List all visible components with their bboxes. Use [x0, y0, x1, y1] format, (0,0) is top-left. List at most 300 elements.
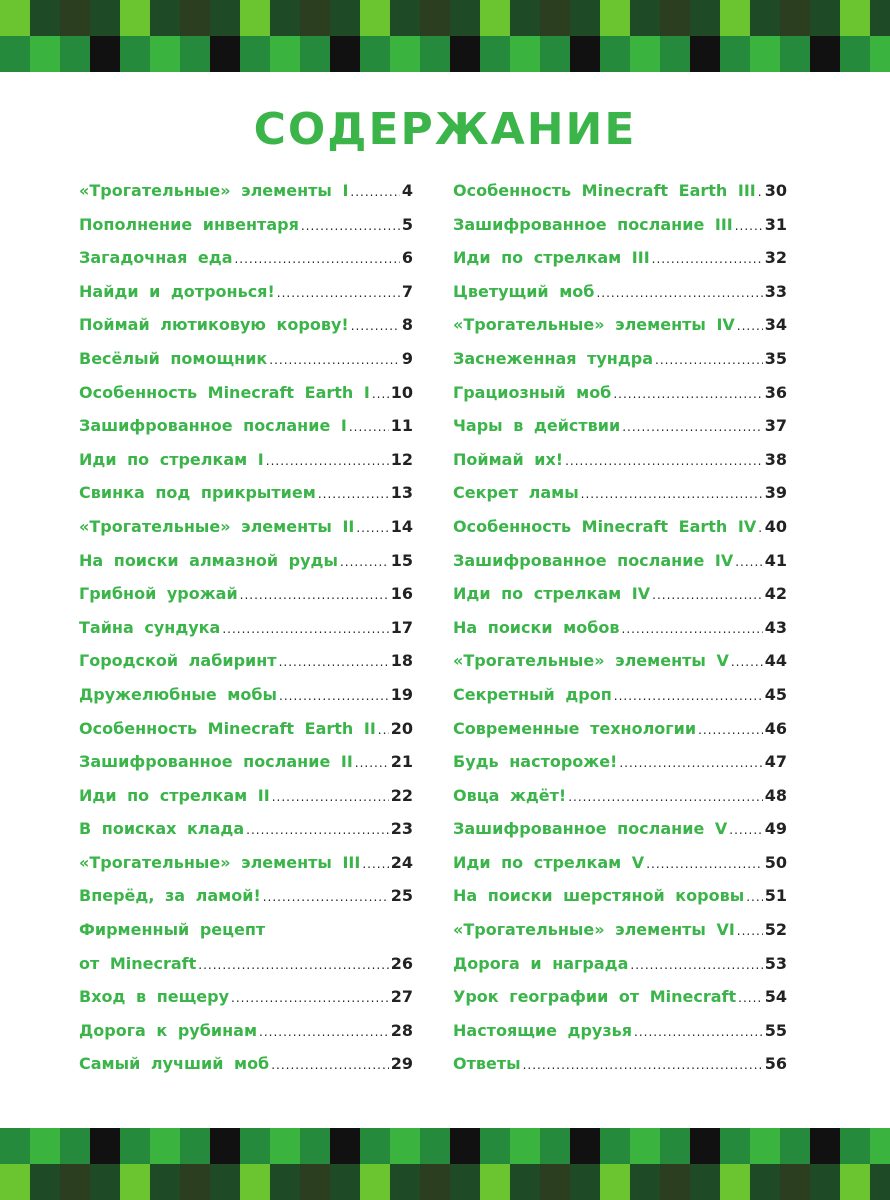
- toc-leader-dots: [655, 344, 763, 378]
- toc-entry: [79, 745, 413, 779]
- pixel-block: [60, 0, 90, 36]
- pixel-block: [570, 0, 600, 36]
- toc-entry: [453, 241, 787, 275]
- toc-leader-dots: [652, 579, 763, 613]
- toc-entry: [453, 308, 787, 342]
- toc-page-number: 25: [390, 886, 413, 906]
- toc-leader-dots: [652, 243, 763, 277]
- pixel-block: [30, 0, 60, 36]
- toc-page-number: 51: [764, 886, 787, 906]
- pixel-block: [570, 1128, 600, 1164]
- toc-leader-dots: [619, 747, 762, 781]
- toc-leader-dots: [729, 814, 762, 848]
- pixel-block: [120, 1164, 150, 1200]
- pixel-block: [660, 36, 690, 72]
- pixel-block: [330, 0, 360, 36]
- toc-entry: [79, 577, 413, 611]
- toc-entry: [79, 510, 413, 544]
- pixel-block: [420, 0, 450, 36]
- toc-leader-dots: [565, 445, 763, 479]
- toc-entry: [79, 275, 413, 309]
- pixel-block: [870, 36, 890, 72]
- pixel-block: [360, 36, 390, 72]
- toc-entry: [453, 980, 787, 1014]
- pixel-block: [270, 1164, 300, 1200]
- toc-leader-dots: [362, 848, 388, 882]
- toc-page-number: 10: [390, 382, 413, 402]
- toc-page-number: 8: [401, 315, 413, 335]
- toc-page-number: 56: [764, 1054, 787, 1074]
- toc-leader-dots: [746, 881, 763, 915]
- toc-leader-dots: [596, 277, 762, 311]
- pixel-block: [0, 36, 30, 72]
- toc-page-number: 22: [390, 785, 413, 805]
- toc-page-number: 9: [401, 348, 413, 368]
- toc-leader-dots: [340, 546, 389, 580]
- pixel-block: [210, 36, 240, 72]
- toc-page-number: 23: [390, 819, 413, 839]
- toc-page-number: 47: [764, 752, 787, 772]
- toc-entry: [79, 174, 413, 208]
- toc-entry-title: Самый лучший моб: [79, 1054, 270, 1074]
- toc-leader-dots: [246, 814, 389, 848]
- pixel-block: [840, 36, 870, 72]
- pixel-block: [750, 0, 780, 36]
- pixel-block: [510, 1128, 540, 1164]
- pixel-block: [480, 0, 510, 36]
- pixel-block: [330, 36, 360, 72]
- pixel-block: [570, 1164, 600, 1200]
- toc-entry: [453, 376, 787, 410]
- toc-leader-dots: [737, 310, 763, 344]
- toc-entry: [453, 779, 787, 813]
- page-title: СОДЕРЖАНИЕ: [253, 104, 637, 155]
- toc-entry-title: Чары в действии: [453, 416, 621, 436]
- toc-column-left: [79, 174, 413, 1081]
- toc-entry-title: Весёлый помощник: [79, 348, 268, 368]
- toc-entry-title: Иди по стрелкам IV: [453, 584, 651, 604]
- pixel-block: [0, 0, 30, 36]
- pixel-block: [720, 0, 750, 36]
- pixel-block: [90, 36, 120, 72]
- toc-entry: [453, 913, 787, 947]
- toc-page-number: 18: [390, 651, 413, 671]
- toc-entry: [453, 644, 787, 678]
- toc-entry: [79, 712, 413, 746]
- pixel-block: [450, 0, 480, 36]
- toc-leader-dots: [259, 1016, 389, 1050]
- pixel-block: [750, 1128, 780, 1164]
- pixel-block: [510, 36, 540, 72]
- toc-entry-title: Современные технологии: [453, 718, 697, 738]
- pixel-block: [360, 1128, 390, 1164]
- toc-page-number: 28: [390, 1020, 413, 1040]
- toc-entry-title: Зашифрованное послание I: [79, 416, 347, 436]
- pixel-block: [810, 36, 840, 72]
- toc-entry-title: Тайна сундука: [79, 617, 221, 637]
- toc-entry: [453, 342, 787, 376]
- pixel-block: [720, 1164, 750, 1200]
- toc-entry: [79, 1014, 413, 1048]
- toc-entry-title: от Minecraft: [79, 953, 197, 973]
- toc-entry-title: Заснеженная тундра: [453, 348, 654, 368]
- toc-page-number: 45: [764, 684, 787, 704]
- pixel-block: [240, 36, 270, 72]
- toc-entry-title: Грибной урожай: [79, 584, 238, 604]
- pixel-block: [390, 36, 420, 72]
- toc-entry-title: Иди по стрелкам I: [79, 449, 264, 469]
- toc-page-number: 20: [390, 718, 413, 738]
- toc-page-number: 30: [764, 181, 787, 200]
- toc-entry-title: Овца ждёт!: [453, 785, 567, 805]
- pixel-block: [840, 1128, 870, 1164]
- toc-entry-title: Загадочная еда: [79, 248, 233, 268]
- pixel-block: [750, 1164, 780, 1200]
- toc-entry: [79, 1047, 413, 1081]
- pixel-border-top: [0, 0, 890, 72]
- toc-entry: [79, 980, 413, 1014]
- pixel-block: [810, 0, 840, 36]
- toc-page-number: 40: [764, 516, 787, 536]
- toc-entry: [79, 611, 413, 645]
- toc-page-number: 55: [764, 1020, 787, 1040]
- pixel-block: [270, 0, 300, 36]
- pixel-block: [90, 1128, 120, 1164]
- pixel-block: [30, 36, 60, 72]
- toc-leader-dots: [568, 781, 763, 815]
- toc-leader-dots: [234, 243, 399, 277]
- pixel-block: [180, 1128, 210, 1164]
- toc-entry-title: Особенность Minecraft Earth III: [453, 181, 756, 200]
- pixel-block: [300, 1164, 330, 1200]
- toc-leader-dots: [266, 445, 389, 479]
- pixel-block: [570, 36, 600, 72]
- toc-leader-dots: [737, 915, 763, 949]
- toc-page-number: 17: [390, 617, 413, 637]
- toc-page-number: 48: [764, 785, 787, 805]
- toc-page-number: 14: [390, 516, 413, 536]
- toc-leader-dots: [351, 310, 400, 344]
- toc-leader-dots: [263, 881, 389, 915]
- toc-page-number: 52: [764, 920, 787, 940]
- pixel-block: [780, 1128, 810, 1164]
- toc-entry-title: Поймай их!: [453, 449, 564, 469]
- toc-page-number: 33: [764, 281, 787, 301]
- toc-page-number: 11: [390, 416, 413, 436]
- pixel-block: [0, 1128, 30, 1164]
- toc-leader-dots: [277, 277, 400, 311]
- toc-page-number: 5: [401, 214, 413, 234]
- toc-page-number: 34: [764, 315, 787, 335]
- toc-entry-title: На поиски мобов: [453, 617, 620, 637]
- pixel-block: [600, 1128, 630, 1164]
- toc-entry-title: «Трогательные» элементы II: [79, 516, 355, 536]
- toc-page-number: 19: [390, 684, 413, 704]
- toc-page-number: 21: [390, 752, 413, 772]
- toc-leader-dots: [198, 949, 388, 983]
- toc-leader-dots: [735, 210, 763, 244]
- toc-page-number: 50: [764, 852, 787, 872]
- pixel-block: [420, 36, 450, 72]
- toc-leader-dots: [614, 680, 763, 714]
- toc-entry: [453, 409, 787, 443]
- pixel-block: [240, 1164, 270, 1200]
- toc-entry: [79, 544, 413, 578]
- pixel-block: [690, 1164, 720, 1200]
- toc-entry: [79, 476, 413, 510]
- toc-entry: [79, 208, 413, 242]
- pixel-block: [390, 1164, 420, 1200]
- toc-entry-title: Цветущий моб: [453, 281, 595, 301]
- toc-entry: [453, 443, 787, 477]
- pixel-block: [690, 1128, 720, 1164]
- toc-entry-title: Зашифрованное послание IV: [453, 550, 734, 570]
- toc-entry-title: Ответы: [453, 1054, 521, 1074]
- pixel-block: [120, 36, 150, 72]
- toc-entry-title: Зашифрованное послание V: [453, 819, 728, 839]
- toc-page-number: 37: [764, 416, 787, 436]
- pixel-block: [90, 1164, 120, 1200]
- pixel-block: [150, 1164, 180, 1200]
- toc-entry-title: Зашифрованное послание III: [453, 214, 733, 234]
- pixel-block: [300, 36, 330, 72]
- toc-leader-dots: [698, 714, 763, 748]
- toc-entry-title: Особенность Minecraft Earth II: [79, 718, 376, 738]
- toc-leader-dots: [622, 613, 763, 647]
- toc-entry-title: Настоящие друзья: [453, 1020, 633, 1040]
- toc-entry-title: Иди по стрелкам II: [79, 785, 270, 805]
- toc-leader-dots: [581, 478, 763, 512]
- pixel-block: [750, 36, 780, 72]
- toc-page-number: 31: [764, 214, 787, 234]
- toc-page-number: 27: [390, 987, 413, 1007]
- toc-leader-dots: [372, 378, 389, 412]
- toc-leader-dots: [269, 344, 400, 378]
- toc-entry-title: «Трогательные» элементы I: [79, 181, 349, 200]
- toc-entry-title: Дорога к рубинам: [79, 1020, 258, 1040]
- toc-entry: [453, 678, 787, 712]
- toc-leader-dots: [731, 646, 763, 680]
- toc-leader-dots: [272, 781, 389, 815]
- pixel-block: [330, 1164, 360, 1200]
- toc-leader-dots: [646, 848, 763, 882]
- toc-page-number: 41: [764, 550, 787, 570]
- pixel-block: [0, 1164, 30, 1200]
- toc-entry: [79, 678, 413, 712]
- pixel-block: [240, 1128, 270, 1164]
- toc-entry: [79, 342, 413, 376]
- pixel-row: [0, 0, 890, 36]
- toc-entry: [453, 745, 787, 779]
- toc-leader-dots: [279, 646, 389, 680]
- pixel-block: [660, 1164, 690, 1200]
- pixel-block: [450, 1128, 480, 1164]
- pixel-block: [60, 36, 90, 72]
- pixel-block: [30, 1164, 60, 1200]
- pixel-block: [450, 36, 480, 72]
- toc-leader-dots: [630, 949, 762, 983]
- toc-entry: [79, 308, 413, 342]
- pixel-block: [870, 1164, 890, 1200]
- toc-page-number: 29: [390, 1054, 413, 1074]
- pixel-block: [120, 1128, 150, 1164]
- toc-page-number: 38: [764, 449, 787, 469]
- pixel-block: [360, 1164, 390, 1200]
- pixel-block: [150, 36, 180, 72]
- toc-page-number: 44: [764, 651, 787, 671]
- toc-entry: [453, 712, 787, 746]
- pixel-block: [480, 36, 510, 72]
- pixel-block: [210, 0, 240, 36]
- toc-entry: [79, 376, 413, 410]
- toc-entry-title: Дружелюбные мобы: [79, 684, 278, 704]
- toc-entry: [79, 913, 413, 947]
- toc-entry-title: Секретный дроп: [453, 684, 612, 704]
- toc-entry-title: Найди и дотронься!: [79, 281, 275, 301]
- toc-entry: [453, 208, 787, 242]
- toc-page-number: 36: [764, 382, 787, 402]
- pixel-block: [870, 0, 890, 36]
- toc-leader-dots: [758, 176, 763, 210]
- toc-entry: [453, 1014, 787, 1048]
- toc-entry-title: Дорога и награда: [453, 953, 629, 973]
- toc-page-number: 15: [390, 550, 413, 570]
- toc-page-number: 43: [764, 617, 787, 637]
- toc-entry-title: Зашифрованное послание II: [79, 752, 353, 772]
- pixel-block: [300, 0, 330, 36]
- toc-leader-dots: [318, 478, 389, 512]
- pixel-block: [90, 0, 120, 36]
- pixel-block: [60, 1164, 90, 1200]
- toc-page-number: 54: [764, 987, 787, 1007]
- toc-entry-title: «Трогательные» элементы IV: [453, 315, 735, 335]
- toc-leader-dots: [613, 378, 762, 412]
- pixel-block: [60, 1128, 90, 1164]
- toc-entry: [453, 275, 787, 309]
- toc-entry: [79, 812, 413, 846]
- pixel-block: [630, 0, 660, 36]
- toc-entry: [79, 879, 413, 913]
- toc-entry: [79, 409, 413, 443]
- toc-entry: [79, 846, 413, 880]
- pixel-block: [600, 1164, 630, 1200]
- toc-entry: [79, 779, 413, 813]
- toc-leader-dots: [301, 210, 400, 244]
- pixel-block: [630, 1164, 660, 1200]
- pixel-block: [810, 1128, 840, 1164]
- pixel-block: [630, 1128, 660, 1164]
- toc-entry: [79, 443, 413, 477]
- pixel-block: [450, 1164, 480, 1200]
- toc-entry-title: Особенность Minecraft Earth IV: [453, 516, 757, 536]
- toc-entry: [79, 241, 413, 275]
- toc-page-number: 24: [390, 852, 413, 872]
- toc-page-number: 13: [390, 483, 413, 503]
- toc-page-number: 12: [390, 449, 413, 469]
- pixel-block: [180, 1164, 210, 1200]
- pixel-block: [30, 1128, 60, 1164]
- pixel-block: [390, 1128, 420, 1164]
- pixel-block: [120, 0, 150, 36]
- toc-entry: [453, 510, 787, 544]
- pixel-block: [300, 1128, 330, 1164]
- pixel-block: [510, 0, 540, 36]
- toc-leader-dots: [523, 1049, 763, 1083]
- toc-entry-title: Поймай лютиковую корову!: [79, 315, 349, 335]
- pixel-row: [0, 1128, 890, 1164]
- toc-leader-dots: [240, 579, 389, 613]
- pixel-block: [540, 1128, 570, 1164]
- toc-leader-dots: [634, 1016, 763, 1050]
- toc-entry-title: Урок географии от Minecraft: [453, 987, 737, 1007]
- pixel-block: [630, 36, 660, 72]
- toc-entry-title: На поиски алмазной руды: [79, 550, 338, 570]
- pixel-block: [780, 0, 810, 36]
- toc-entry: [453, 611, 787, 645]
- pixel-block: [540, 1164, 570, 1200]
- toc-entry: [453, 947, 787, 981]
- toc-page-number: 42: [764, 584, 787, 604]
- toc-entry-title: Будь настороже!: [453, 752, 618, 772]
- pixel-block: [210, 1164, 240, 1200]
- toc-entry-title: Пополнение инвентаря: [79, 214, 299, 234]
- pixel-block: [720, 1128, 750, 1164]
- toc-page-number: 32: [764, 248, 787, 268]
- toc-entry: [453, 577, 787, 611]
- pixel-block: [480, 1164, 510, 1200]
- pixel-block: [690, 36, 720, 72]
- pixel-block: [720, 36, 750, 72]
- toc-entry-title: В поисках клада: [79, 819, 245, 839]
- pixel-block: [210, 1128, 240, 1164]
- toc-leader-dots: [271, 1049, 389, 1083]
- toc-entry-title: Вперёд, за ламой!: [79, 886, 261, 906]
- toc-page-number: 6: [401, 248, 413, 268]
- toc-page-number: 35: [764, 348, 787, 368]
- toc-entry-title: Грациозный моб: [453, 382, 612, 402]
- pixel-block: [180, 36, 210, 72]
- toc-entry-title: Иди по стрелкам V: [453, 852, 645, 872]
- pixel-block: [540, 36, 570, 72]
- toc-entry: [453, 476, 787, 510]
- pixel-block: [870, 1128, 890, 1164]
- pixel-block: [240, 0, 270, 36]
- toc-entry-title: «Трогательные» элементы V: [453, 651, 729, 671]
- toc-entry-title: Городской лабиринт: [79, 651, 277, 671]
- pixel-block: [150, 0, 180, 36]
- pixel-block: [360, 0, 390, 36]
- toc-page-number: 26: [390, 953, 413, 973]
- toc-entry: [453, 544, 787, 578]
- toc-entry-title: Секрет ламы: [453, 483, 579, 503]
- toc-entry: [453, 174, 787, 208]
- pixel-block: [690, 0, 720, 36]
- toc-page-number: 53: [764, 953, 787, 973]
- toc-leader-dots: [279, 680, 389, 714]
- toc-entry: [79, 947, 413, 981]
- toc-page-number: 16: [390, 584, 413, 604]
- toc-entry-title: «Трогательные» элементы VI: [453, 920, 735, 940]
- pixel-block: [180, 0, 210, 36]
- toc-entry: [453, 879, 787, 913]
- pixel-block: [390, 0, 420, 36]
- pixel-block: [600, 0, 630, 36]
- pixel-block: [480, 1128, 510, 1164]
- pixel-border-bottom: [0, 1128, 890, 1200]
- pixel-block: [330, 1128, 360, 1164]
- pixel-row: [0, 1164, 890, 1200]
- toc-leader-dots: [758, 512, 763, 546]
